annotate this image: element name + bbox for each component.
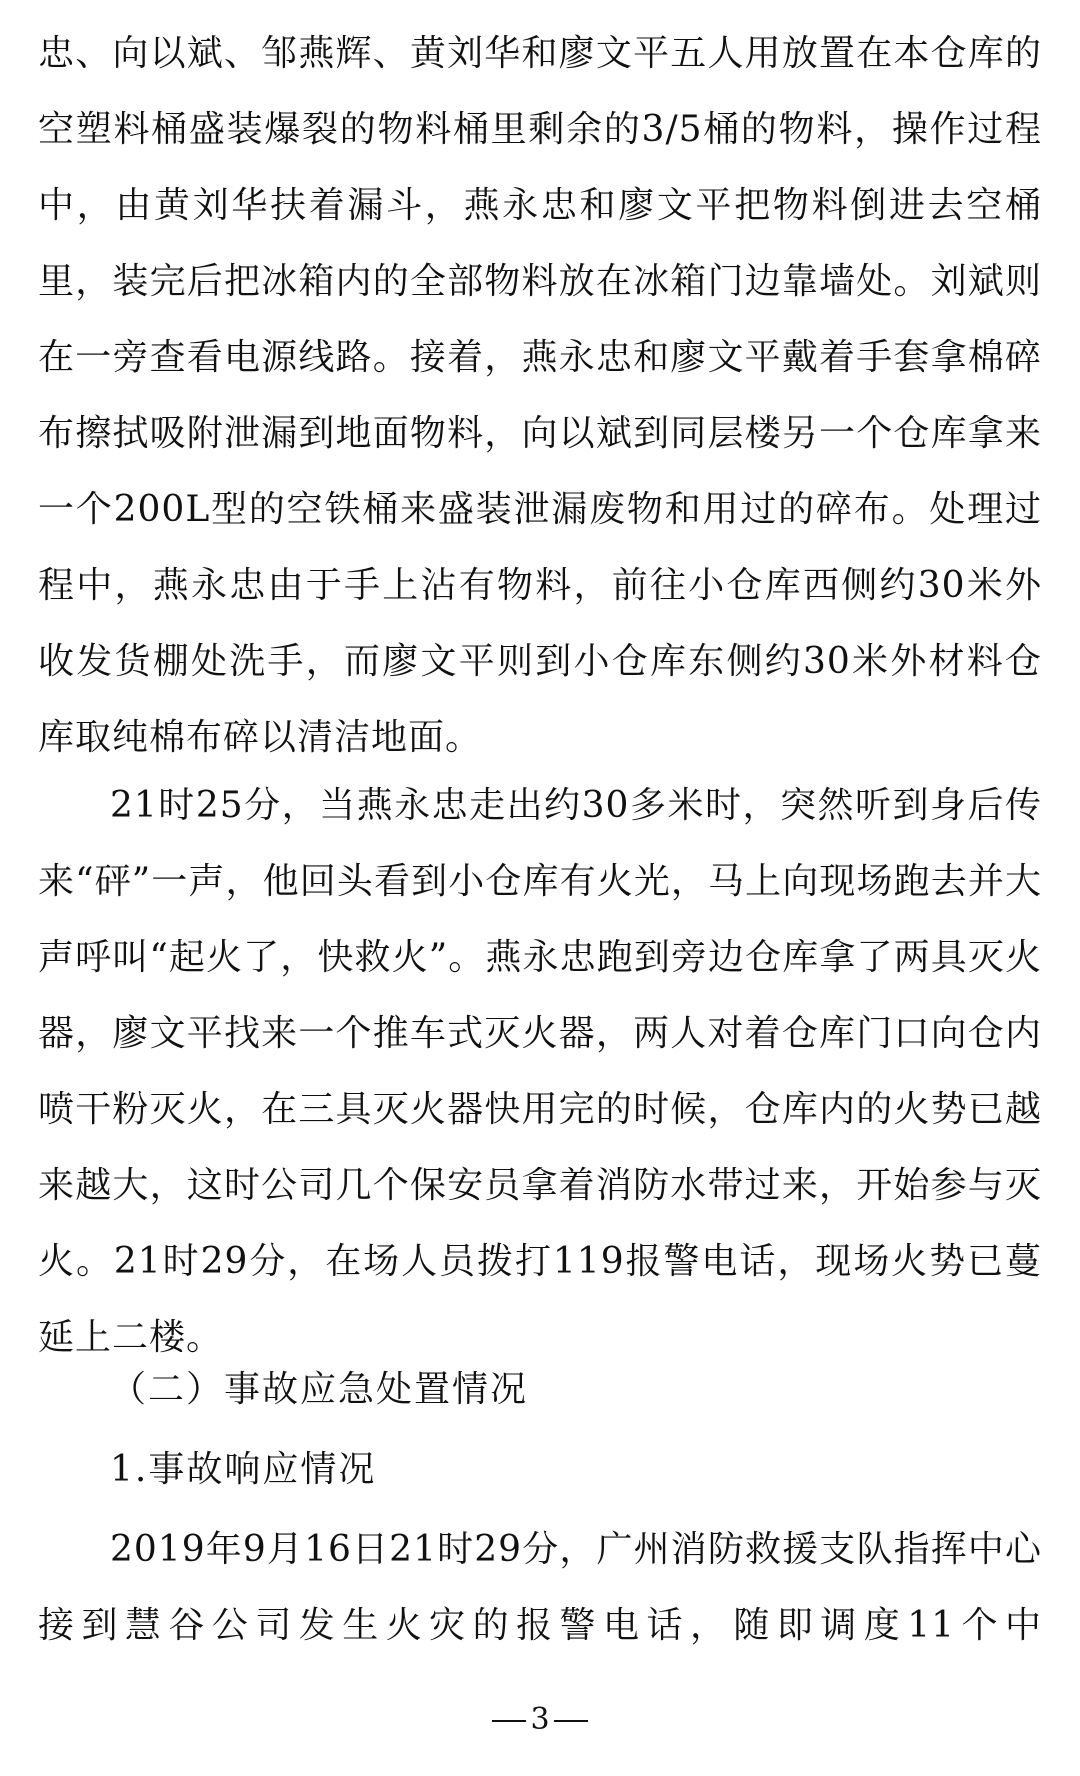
page-number-footer	[0, 1700, 1080, 1740]
section-heading-emergency-response: （二）事故应急处置情况	[110, 1369, 529, 1410]
subsection-heading-response-status: 1.事故响应情况	[110, 1449, 377, 1490]
paragraph-accident-handling: 忠、向以斌、邹燕辉、黄刘华和廖文平五人用放置在本仓库的空塑料桶盛装爆裂的物料桶里剩余的3/5桶的物料，操作过程中，由黄刘华扶着漏斗，燕永忠和廖文平把物料倒进去空桶里，装完后把冰箱内的全部物料放在冰箱门边靠墙处。刘斌则在一旁查看电源线路。接着，燕永忠和廖文平戴着手套拿棉碎布擦拭吸附泄漏到地面物料，向以斌到同层楼另一个仓库拿来一个200L型的空铁桶来盛装泄漏废物和用过的碎布。处理过程中，燕永忠由于手上沾有物料，前往小仓库西侧约30米外收发货棚处洗手，而廖文平则到小仓库东侧约30米外材料仓库取纯棉布碎以清洁地面。	[38, 33, 1042, 758]
paragraph-fire-outbreak: 21时25分，当燕永忠走出约30多米时，突然听到身后传来“砰”一声，他回头看到小仓库有火光，马上向现场跑去并大声呼叫“起火了，快救火”。燕永忠跑到旁边仓库拿了两具灭火器，廖文平找来一个推车式灭火器，两人对着仓库门口向仓内喷干粉灭火，在三具灭火器快用完的时候，仓库内的火势已越来越大，这时公司几个保安员拿着消防水带过来，开始参与灭火。21时29分，在场人员拨打119报警电话，现场火势已蔓延上二楼。	[38, 785, 1042, 1358]
page-number: 3	[530, 1702, 550, 1737]
dash-left-icon	[492, 1720, 526, 1722]
paragraph-alarm-received: 2019年9月16日21时29分，广州消防救援支队指挥中心接到慧谷公司发生火灾的报警电话，随即调度11个中	[38, 1529, 1042, 1646]
dash-right-icon	[554, 1720, 588, 1722]
